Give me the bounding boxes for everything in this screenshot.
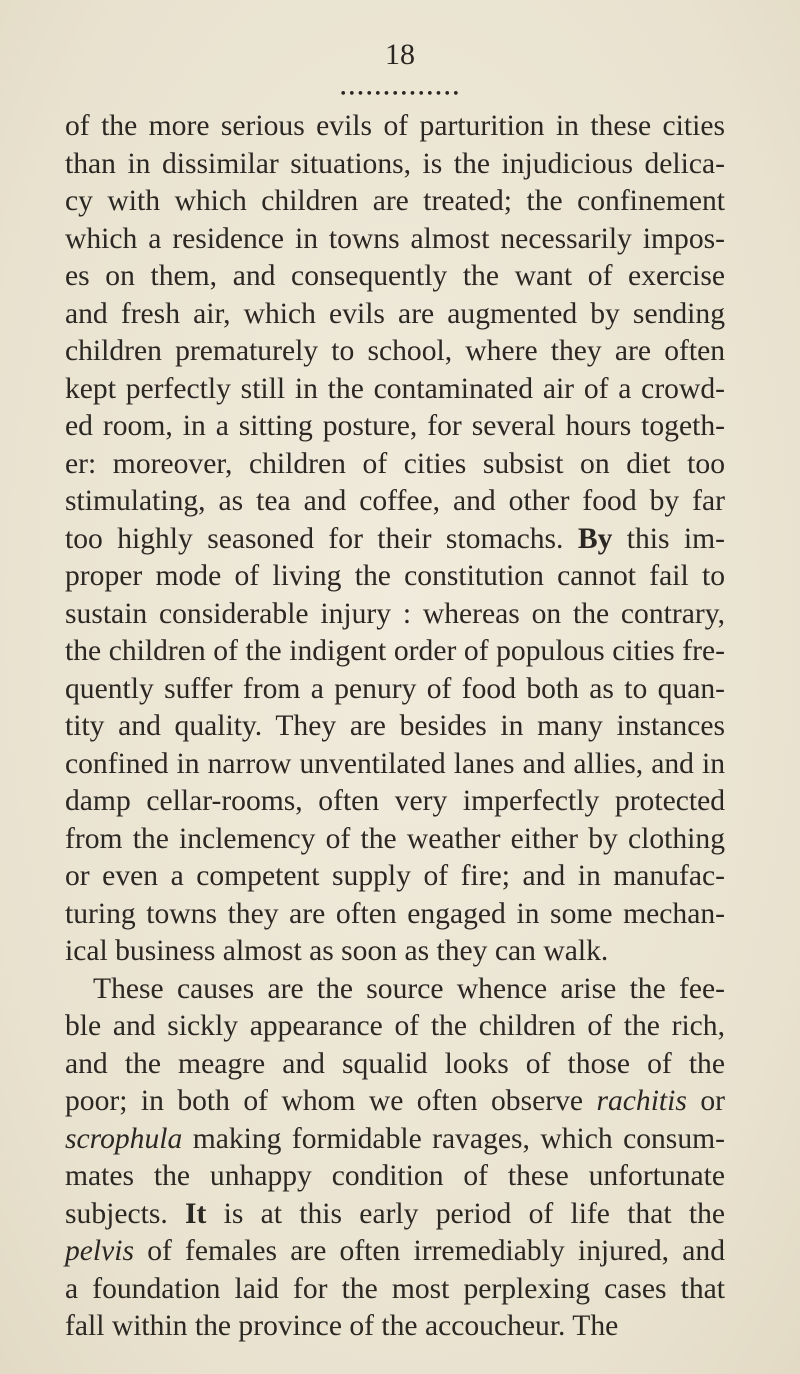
text-line bbox=[65, 258, 725, 296]
bold-word: It bbox=[185, 1197, 207, 1230]
text-line bbox=[65, 333, 725, 371]
text-line bbox=[65, 221, 725, 259]
text-line bbox=[65, 746, 725, 784]
text-line bbox=[65, 371, 725, 409]
text-run: fall within the province of the accoucheur. The bbox=[65, 1310, 619, 1342]
text-run: from the inclemency of the weather either by clothing bbox=[65, 822, 725, 855]
text-line bbox=[65, 1271, 725, 1309]
text-line bbox=[65, 296, 725, 334]
text-line bbox=[65, 821, 725, 859]
italic-term: rachitis bbox=[596, 1085, 687, 1117]
text-run: tity and quality. They are besides in many instances bbox=[65, 710, 725, 742]
text-run: These causes are the source whence arise the fee- bbox=[93, 972, 725, 1005]
text-run: quently suffer from a penury of food both as to quan- bbox=[65, 672, 725, 705]
text-run: es on them, and consequently the want of exercise bbox=[65, 260, 725, 292]
text-line bbox=[65, 971, 725, 1009]
text-run: confined in narrow unventilated lanes and allies, and in bbox=[65, 747, 725, 780]
ornament-rule: •••••••••••••• bbox=[339, 87, 461, 102]
text-run: than in dissimilar situations, is the injudicious delica- bbox=[65, 147, 725, 180]
text-line bbox=[65, 633, 725, 671]
text-run: which a residence in towns almost necessarily impos- bbox=[65, 222, 725, 255]
text-run: subjects. bbox=[65, 1197, 186, 1230]
text-line bbox=[65, 1046, 725, 1084]
text-run: too highly seasoned for their stomachs. bbox=[65, 522, 578, 555]
page-number: 18 bbox=[385, 38, 415, 71]
text-line bbox=[65, 558, 725, 596]
text-run: ble and sickly appearance of the children of the rich, bbox=[65, 1010, 725, 1042]
text-run: this im- bbox=[612, 522, 725, 555]
italic-term: pelvis bbox=[65, 1235, 135, 1267]
text-line bbox=[65, 858, 725, 896]
text-line bbox=[65, 1083, 725, 1121]
text-line bbox=[65, 521, 725, 559]
text-run: cy with which children are treated; the confinement bbox=[65, 185, 725, 217]
text-run: of females are often irremediably injured, and bbox=[134, 1235, 725, 1267]
text-run: sustain considerable injury : whereas on the contrary, bbox=[65, 597, 725, 630]
text-line bbox=[65, 1008, 725, 1046]
text-line bbox=[65, 446, 725, 484]
text-line bbox=[65, 671, 725, 709]
text-line bbox=[65, 933, 725, 971]
text-line bbox=[65, 483, 725, 521]
text-line bbox=[65, 1308, 725, 1346]
text-line bbox=[65, 1158, 725, 1196]
text-run: or bbox=[686, 1085, 725, 1117]
text-run: the children of the indigent order of populous cities fre- bbox=[65, 635, 725, 667]
text-run: er: moreover, children of cities subsist on diet too bbox=[65, 447, 725, 480]
text-run: ical business almost as soon as they can walk. bbox=[65, 935, 609, 967]
text-line bbox=[65, 108, 725, 146]
text-run: stimulating, as tea and coffee, and other food by far bbox=[65, 485, 725, 517]
body-text bbox=[65, 108, 725, 1346]
text-line bbox=[65, 896, 725, 934]
text-run: of the more serious evils of parturition in these cities bbox=[65, 110, 725, 142]
text-run: or even a competent supply of fire; and in manufac- bbox=[65, 860, 725, 892]
text-run: and the meagre and squalid looks of those of the bbox=[65, 1047, 725, 1080]
text-run: turing towns they are often engaged in some mechan- bbox=[65, 897, 725, 930]
text-line bbox=[65, 146, 725, 184]
text-run: poor; in both of whom we often observe bbox=[65, 1085, 597, 1117]
text-line bbox=[65, 183, 725, 221]
text-line bbox=[65, 596, 725, 634]
text-run: mates the unhappy condition of these unfortunate bbox=[65, 1160, 725, 1192]
text-line bbox=[65, 1196, 725, 1234]
text-line bbox=[65, 408, 725, 446]
text-line bbox=[65, 783, 725, 821]
text-run: children prematurely to school, where they are often bbox=[65, 335, 725, 367]
text-run: is at this early period of life that the bbox=[206, 1197, 725, 1230]
text-run: a foundation laid for the most perplexing cases that bbox=[65, 1272, 725, 1305]
text-run: damp cellar-rooms, often very imperfectly protected bbox=[65, 785, 725, 817]
text-line bbox=[65, 708, 725, 746]
text-line bbox=[65, 1121, 725, 1159]
bold-word: By bbox=[577, 522, 613, 555]
text-run: making formidable ravages, which consum- bbox=[182, 1122, 725, 1155]
text-run: and fresh air, which evils are augmented by sending bbox=[65, 297, 725, 330]
text-run: kept perfectly still in the contaminated air of a crowd- bbox=[65, 372, 725, 405]
text-line bbox=[65, 1233, 725, 1271]
text-run: ed room, in a sitting posture, for several hours togeth- bbox=[65, 410, 725, 442]
italic-term: scrophula bbox=[65, 1122, 183, 1155]
text-run: proper mode of living the constitution cannot fail to bbox=[65, 560, 725, 592]
